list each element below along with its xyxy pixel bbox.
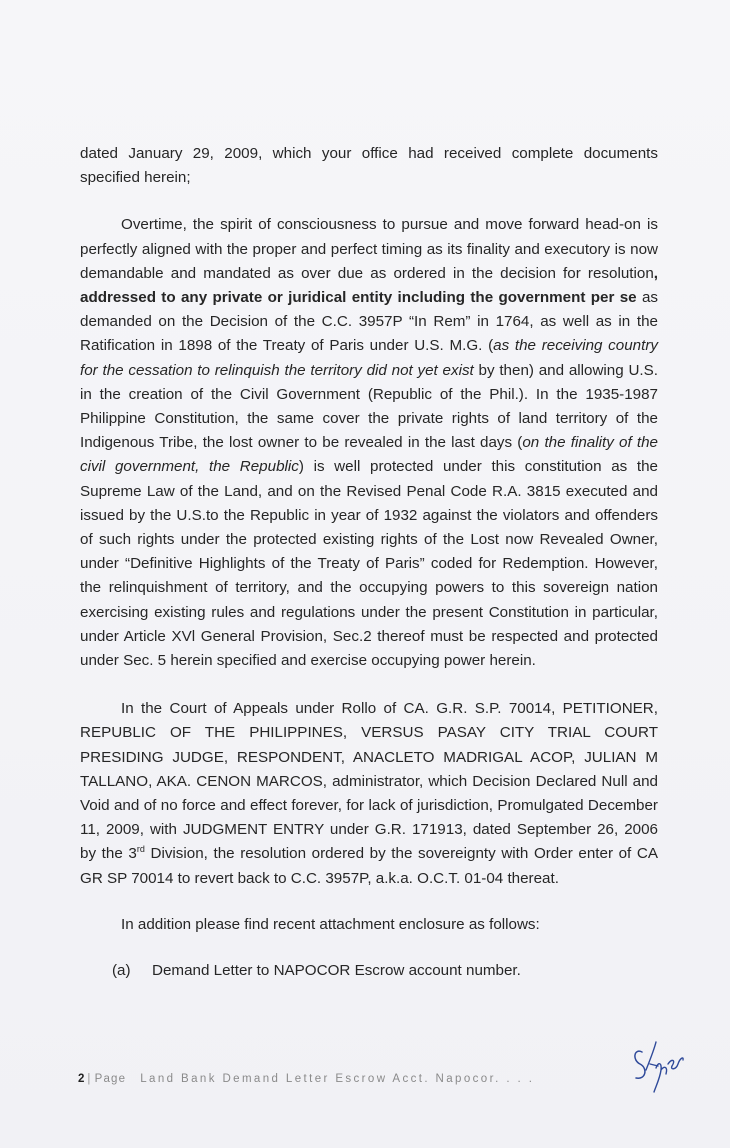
paragraph-overtime (80, 213, 658, 673)
paragraph-continuation: dated January 29, 2009, which your office had received complete documents specified herein; (80, 145, 658, 187)
handwritten-signature (628, 1030, 688, 1100)
page-number: 2 (78, 1073, 85, 1085)
list-item-a (80, 959, 658, 983)
page-word: Page (94, 1073, 127, 1085)
footer-title: Land Bank Demand Letter Escrow Acct. Napocor. . . . (140, 1073, 535, 1085)
p2-text-a: Overtime, the spirit of consciousness to pursue and move forward head-on is perfectly aligned with the proper and perfect timing as its finality and executory is now demandable and mandated as over due as ordered in the decision for resolution (80, 216, 658, 282)
p3-text-a: In the Court of Appeals under Rollo of CA. G.R. S.P. 70014, PETITIONER, REPUBLIC OF THE PHILIPPINES, VERSUS PASAY CITY TRIAL COURT PRESIDING JUDGE, RESPONDENT, ANACLETO MADRIGAL ACOP, JULIAN M TALLANO, AKA. CENON MARCOS, administrator, which Decision Declared Null and Void and of no force and effect forever, for lack of jurisdiction, Promulgated December 11, 2009, with JUDGMENT ENTRY under G.R. 171913, dated September 26, 2006 by the 3 (80, 700, 658, 863)
p2-bold-addressed: , addressed to any private or juridical entity including the government per se (80, 264, 658, 307)
p2-italic-finality: on the finality of the civil government, the Republic (80, 434, 658, 476)
p3-text-b: Division, the resolution ordered by the sovereignty with Order enter of CA GR SP 70014 to revert back to C.C. 3957P, a.k.a. O.C.T. 01-04 thereat. (80, 845, 658, 887)
letter-body (80, 142, 658, 983)
paragraph-court-of-appeals (80, 697, 658, 891)
p3-superscript: rd (136, 844, 145, 855)
list-item-text: Demand Letter to NAPOCOR Escrow account number. (152, 962, 521, 980)
p2-text-e: by then) and allowing U.S. in the creation of the Civil Government (Republic of the Phil.). In the 1935-1987 Philippine Constitution, the same cover the private rights of land territory of the Indigenous Tribe, the lost owner to be revealed in the last days ( (80, 361, 658, 452)
page-footer (78, 1073, 534, 1085)
p2-text-c: as demanded on the Decision of the C.C. 3957P “In Rem” in 1764, as well as in the Ratification in 1898 of the Treaty of Paris under U.S. M.G. ( (80, 289, 658, 355)
paragraph-attachments: In addition please find recent attachment enclosure as follows: (121, 915, 540, 933)
footer-separator: | (87, 1073, 92, 1085)
p2-italic-receiving-country: as the receiving country for the cessation to relinquish the territory did not yet exist (80, 337, 658, 379)
list-item-label: (a) (112, 962, 131, 980)
p2-text-g: ) is well protected under this constitution as the Supreme Law of the Land, and on the Revised Penal Code R.A. 3815 executed and issued by the U.S.to the Republic in year of 1932 against the violators and offenders of such rights under the protected existing rights of the Lost now Revealed Owner, under “Definitive Highlights of the Treaty of Paris” coded for Redemption. However, the relinquishment of territory, and the occupying powers to this sovereign nation exercising existing rules and regulations under the present Constitution in particular, under Article XVl General Provision, Sec.2 thereof must be respected and protected under Sec. 5 herein specified and exercise occupying power herein. (80, 458, 658, 670)
